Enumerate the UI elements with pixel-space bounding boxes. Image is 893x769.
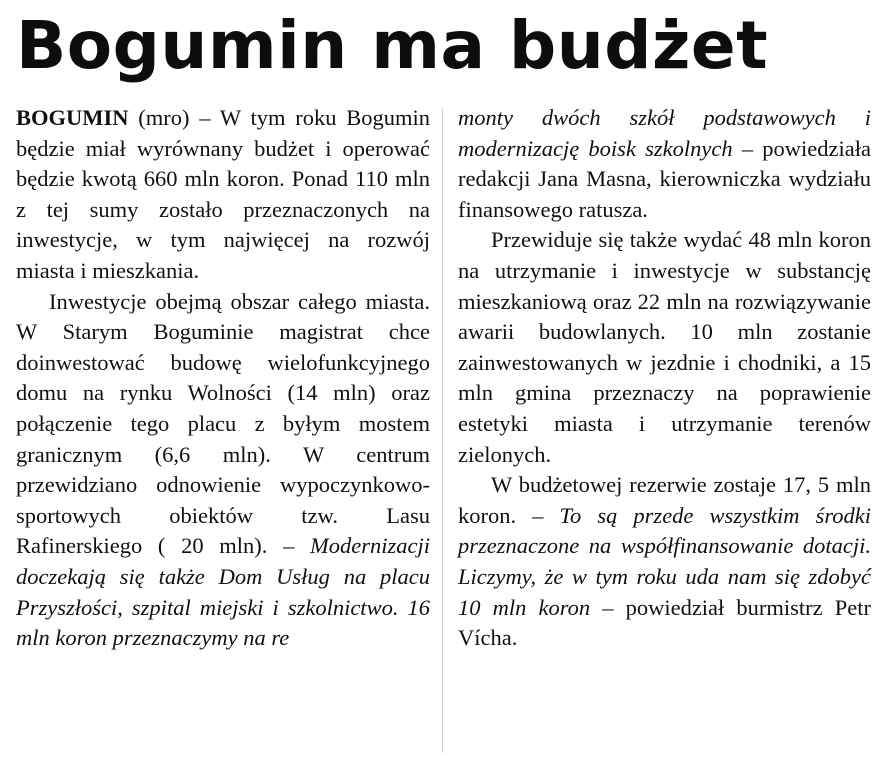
dateline: BOGUMIN xyxy=(16,105,129,130)
paragraph-3-text: – powiedziała redakcji Jana Masna, kierowniczka wydziału finansowego ratusza. xyxy=(458,135,871,222)
headline: Bogumin ma budżet xyxy=(16,7,769,84)
quote-1-continued: monty dwóch szkół podstawowych i modernizację boisk szkolnych xyxy=(458,105,871,161)
quote-2: – To są przede wszystkim środki przeznaczone na współfinansowanie dotacji. Liczymy, że w tym roku uda nam się zdobyć 10 mln koron xyxy=(458,502,872,620)
column-separator xyxy=(442,108,443,753)
paragraph-1-text: (mro) – W tym roku Bogumin będzie miał wyrównany budżet i operować będzie kwotą 660 mln koron. Ponad 110 mln z tej sumy zostało przeznaczonych na inwestycje, w tym najwięcej na rozwój miasta i mieszkania. xyxy=(16,105,430,283)
paragraph-2 xyxy=(16,287,430,654)
article-column-right xyxy=(458,103,871,654)
quote-1: – Modernizacji doczekają się także Dom Usług na placu Przyszłości, szpital miejski i szkolnictwo. 16 mln koron przeznaczymy na re xyxy=(16,533,430,651)
paragraph-5 xyxy=(458,470,871,654)
paragraph-3 xyxy=(458,103,871,225)
paragraph-2-text: Inwestycje obejmą obszar całego miasta. W Starym Boguminie magistrat chce doinwestować budowę wielofunkcyjnego domu na rynku Wolności (14 mln) oraz połączenie tego placu z byłym mostem granicznym (6,6 mln). W centrum przewidziano odnowienie wypoczynkowo-sportowych obiektów tzw. Lasu Rafinerskiego ( 20 mln). xyxy=(16,288,430,559)
paragraph-5-ending: – powiedział burmistrz Petr Vícha. xyxy=(458,594,871,651)
paragraph-5-text: W budżetowej rezerwie zostaje 17, 5 mln koron. xyxy=(458,472,871,528)
paragraph-4: Przewiduje się także wydać 48 mln koron na utrzymanie i inwestycje w substancję mieszkaniową oraz 22 mln na rozwiązywanie awarii budowlanych. 10 mln zostanie zainwestowanych w jezdnie i chodniki, a 15 mln gmina przeznaczy na poprawienie estetyki miasta i utrzymanie terenów zielonych. xyxy=(458,227,871,467)
paragraph-1 xyxy=(16,103,430,287)
article-column-left xyxy=(16,103,430,654)
